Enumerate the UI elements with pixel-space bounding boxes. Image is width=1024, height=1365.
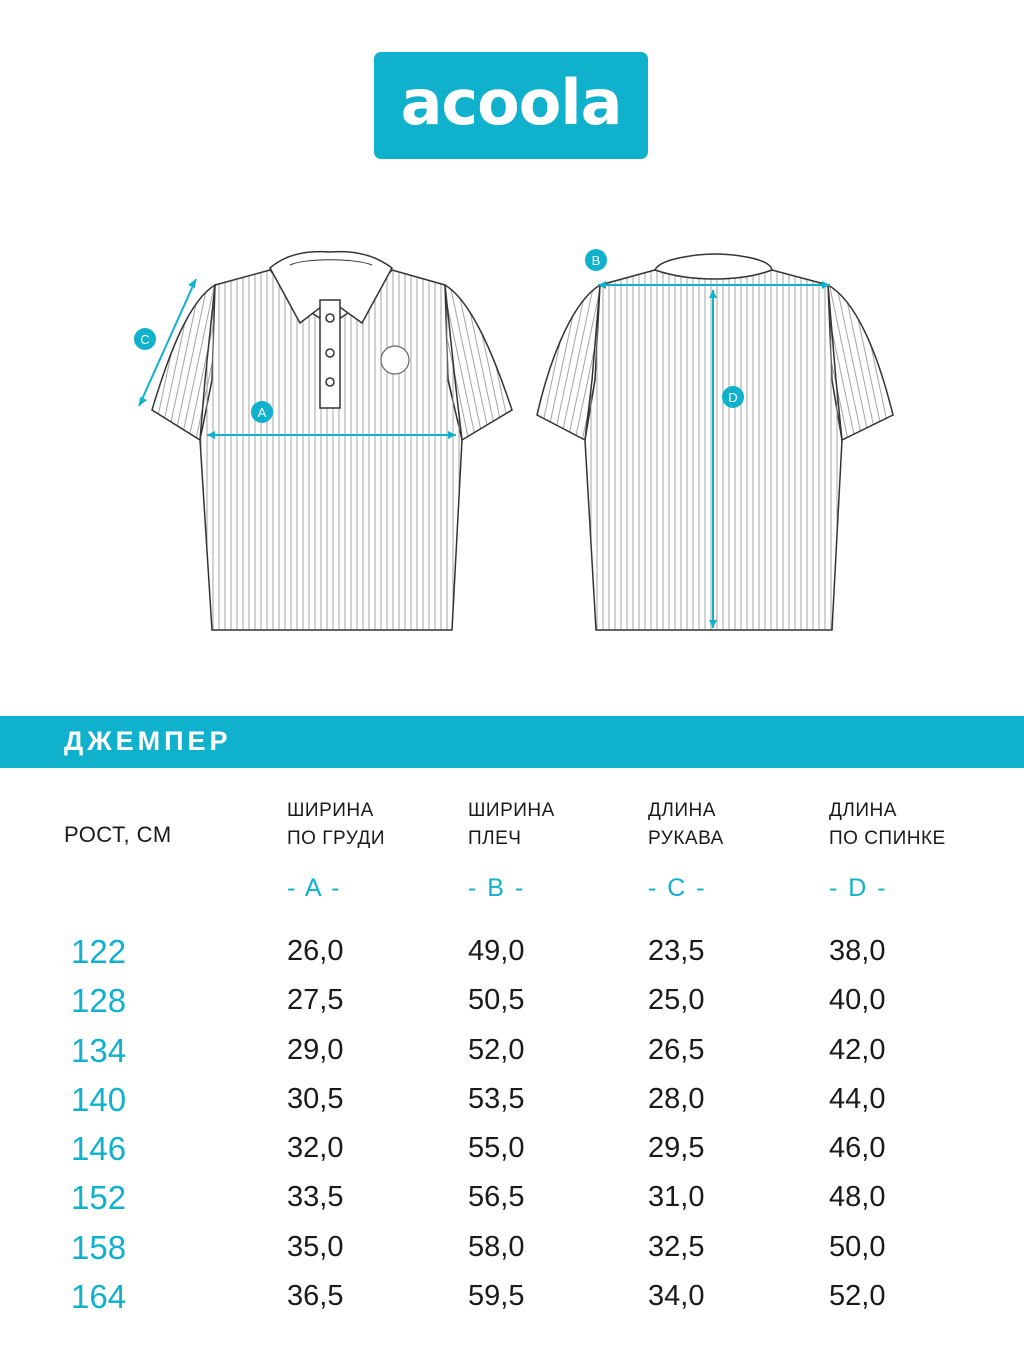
shoulder-width-cell: 50,5 bbox=[468, 984, 525, 1017]
back-length-cell: 52,0 bbox=[829, 1280, 886, 1313]
sleeve-length-cell: 28,0 bbox=[648, 1082, 705, 1115]
table-row bbox=[0, 1223, 1024, 1272]
back-length-cell: 44,0 bbox=[829, 1082, 886, 1115]
shoulder-width-cell: 56,5 bbox=[468, 1181, 525, 1214]
section-title: ДЖЕМПЕР bbox=[64, 726, 232, 756]
shoulder-width-cell: 52,0 bbox=[468, 1033, 525, 1066]
chest-width-cell: 33,5 bbox=[287, 1181, 344, 1214]
column-header-d: ДЛИНА ПО СПИНКЕ bbox=[829, 800, 946, 849]
back-length-cell: 40,0 bbox=[829, 984, 886, 1017]
shoulder-width-cell: 55,0 bbox=[468, 1132, 525, 1165]
column-header-c: ДЛИНА РУКАВА bbox=[648, 800, 724, 849]
logo-text: acoola bbox=[400, 65, 622, 139]
chest-width-cell: 32,0 bbox=[287, 1132, 344, 1165]
back-view bbox=[537, 249, 893, 630]
chest-width-cell: 27,5 bbox=[287, 984, 344, 1017]
shoulder-width-cell: 58,0 bbox=[468, 1230, 525, 1263]
brand-logo bbox=[374, 52, 648, 159]
column-header-a: ШИРИНА ПО ГРУДИ bbox=[287, 800, 385, 849]
height-cell: 164 bbox=[71, 1278, 127, 1316]
label-c: C bbox=[140, 332, 150, 347]
back-length-cell: 50,0 bbox=[829, 1230, 886, 1263]
height-cell: 158 bbox=[71, 1228, 127, 1266]
section-header bbox=[0, 716, 1024, 768]
column-letter-c: - C - bbox=[648, 874, 707, 902]
label-a: A bbox=[257, 405, 267, 420]
height-cell: 146 bbox=[71, 1130, 127, 1168]
shoulder-width-cell: 59,5 bbox=[468, 1280, 525, 1313]
chest-width-cell: 35,0 bbox=[287, 1230, 344, 1263]
height-cell: 122 bbox=[71, 933, 127, 970]
chest-width-cell: 29,0 bbox=[287, 1033, 344, 1066]
height-cell: 128 bbox=[71, 982, 127, 1020]
sleeve-length-cell: 29,5 bbox=[648, 1132, 705, 1165]
column-letter-d: - D - bbox=[829, 874, 888, 902]
sleeve-length-cell: 23,5 bbox=[648, 935, 705, 967]
sleeve-length-cell: 32,5 bbox=[648, 1230, 705, 1263]
sleeve-length-cell: 26,5 bbox=[648, 1033, 705, 1066]
table-row bbox=[0, 1272, 1024, 1321]
height-cell: 134 bbox=[71, 1031, 127, 1069]
chest-width-cell: 30,5 bbox=[287, 1082, 344, 1115]
chest-width-cell: 36,5 bbox=[287, 1280, 344, 1313]
shoulder-width-cell: 53,5 bbox=[468, 1082, 525, 1115]
table-row bbox=[0, 1026, 1024, 1075]
column-header-b: ШИРИНА ПЛЕЧ bbox=[468, 800, 555, 849]
table-row bbox=[0, 1124, 1024, 1173]
sleeve-length-cell: 31,0 bbox=[648, 1181, 705, 1214]
shoulder-width-cell: 49,0 bbox=[468, 935, 525, 967]
column-letter-b: - B - bbox=[468, 874, 526, 902]
table-row bbox=[0, 976, 1024, 1025]
height-cell: 152 bbox=[71, 1179, 127, 1217]
chest-width-cell: 26,0 bbox=[287, 935, 344, 967]
garment-illustration bbox=[0, 240, 1024, 640]
label-d: D bbox=[728, 390, 738, 405]
height-cell: 140 bbox=[71, 1080, 127, 1118]
table-row bbox=[0, 927, 1024, 976]
sleeve-length-cell: 34,0 bbox=[648, 1280, 705, 1313]
sleeve-length-cell: 25,0 bbox=[648, 984, 705, 1017]
height-header: РОСТ, СМ bbox=[64, 822, 172, 847]
front-view bbox=[134, 252, 512, 630]
table-row bbox=[0, 1173, 1024, 1222]
table-row bbox=[0, 1075, 1024, 1124]
back-length-cell: 38,0 bbox=[829, 935, 886, 967]
back-length-cell: 46,0 bbox=[829, 1132, 886, 1165]
back-length-cell: 48,0 bbox=[829, 1181, 886, 1214]
label-b: B bbox=[591, 253, 601, 268]
column-letter-a: - A - bbox=[287, 874, 342, 902]
size-table bbox=[0, 927, 1024, 1321]
back-length-cell: 42,0 bbox=[829, 1033, 886, 1066]
